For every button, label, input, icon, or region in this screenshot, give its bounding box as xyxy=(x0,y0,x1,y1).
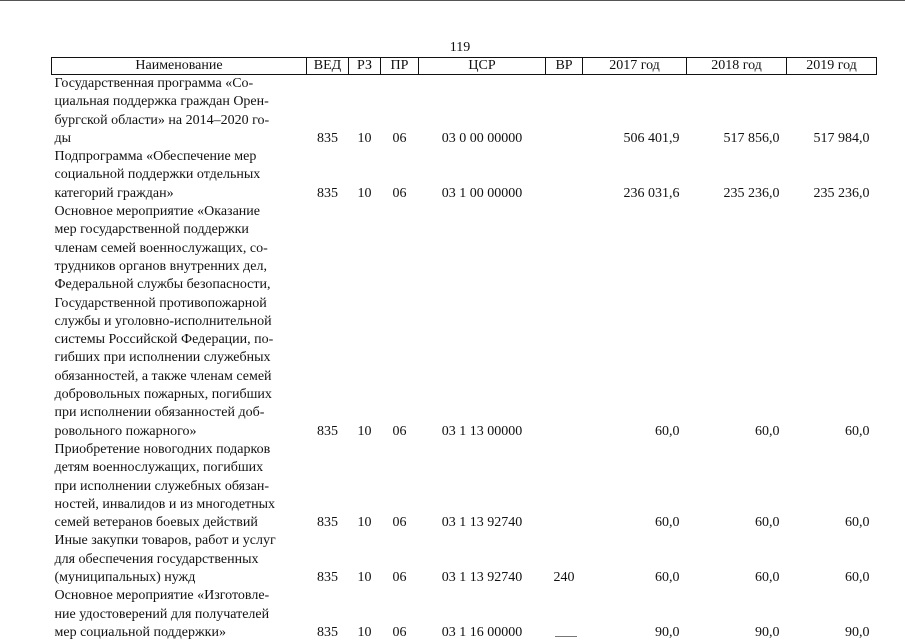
page-number: 119 xyxy=(430,40,490,56)
name-line: ды xyxy=(55,130,307,148)
header-ved: ВЕД xyxy=(307,58,349,75)
cell-name xyxy=(52,532,307,587)
cell-2019: 517 984,0 xyxy=(787,75,877,149)
name-line: гибших при исполнении служебных xyxy=(55,349,307,367)
name-line: категорий граждан» xyxy=(55,185,307,203)
header-2017: 2017 год xyxy=(583,58,687,75)
header-rz: РЗ xyxy=(349,58,381,75)
cell-2018: 60,0 xyxy=(687,441,787,532)
name-line: семей ветеранов боевых действий xyxy=(55,514,307,532)
name-line: системы Российской Федерации, по- xyxy=(55,331,307,349)
name-line: (муниципальных) нужд xyxy=(55,569,307,587)
cell-csr: 03 1 13 92740 xyxy=(419,441,546,532)
name-line: социальной поддержки отдельных xyxy=(55,166,307,184)
name-line: циальная поддержка граждан Орен- xyxy=(55,93,307,111)
name-line: службы и уголовно-исполнительной xyxy=(55,313,307,331)
cell-2017: 90,0 xyxy=(583,587,687,642)
table-row xyxy=(52,75,877,149)
cell-pr: 06 xyxy=(381,203,419,441)
cell-csr: 03 1 16 00000 xyxy=(419,587,546,642)
cell-vr xyxy=(546,75,583,149)
cell-csr: 03 0 00 00000 xyxy=(419,75,546,149)
name-line: при исполнении служебных обязан- xyxy=(55,478,307,496)
cell-2019: 60,0 xyxy=(787,532,877,587)
name-line: Государственной противопожарной xyxy=(55,295,307,313)
header-vr: ВР xyxy=(546,58,583,75)
cell-name xyxy=(52,203,307,441)
table-header-row xyxy=(52,58,877,75)
cell-rz: 10 xyxy=(349,532,381,587)
header-2018: 2018 год xyxy=(687,58,787,75)
name-line: мер социальной поддержки» xyxy=(55,624,307,642)
cell-ved: 835 xyxy=(307,148,349,203)
cell-csr: 03 1 13 00000 xyxy=(419,203,546,441)
cell-vr: 240 xyxy=(546,532,583,587)
cell-pr: 06 xyxy=(381,148,419,203)
name-line: Федеральной службы безопасности, xyxy=(55,276,307,294)
cell-ved: 835 xyxy=(307,203,349,441)
budget-table xyxy=(51,57,877,642)
name-line: Государственная программа «Со- xyxy=(55,75,307,93)
page-bottom-mark xyxy=(555,636,577,637)
cell-2018: 235 236,0 xyxy=(687,148,787,203)
cell-ved: 835 xyxy=(307,532,349,587)
cell-2017: 60,0 xyxy=(583,441,687,532)
name-line: членам семей военнослужащих, со- xyxy=(55,240,307,258)
table-row xyxy=(52,203,877,441)
cell-pr: 06 xyxy=(381,587,419,642)
name-line: Иные закупки товаров, работ и услуг xyxy=(55,532,307,550)
header-name: Наименование xyxy=(52,58,307,75)
cell-rz: 10 xyxy=(349,148,381,203)
cell-2018: 60,0 xyxy=(687,203,787,441)
name-line: трудников органов внутренних дел, xyxy=(55,258,307,276)
table-row xyxy=(52,532,877,587)
cell-ved: 835 xyxy=(307,587,349,642)
table-row xyxy=(52,148,877,203)
cell-vr xyxy=(546,441,583,532)
table-body xyxy=(52,75,877,642)
cell-name xyxy=(52,148,307,203)
name-line: Основное мероприятие «Оказание xyxy=(55,203,307,221)
cell-rz: 10 xyxy=(349,75,381,149)
cell-vr xyxy=(546,148,583,203)
cell-2019: 90,0 xyxy=(787,587,877,642)
header-csr: ЦСР xyxy=(419,58,546,75)
name-line: обязанностей, а также членам семей xyxy=(55,368,307,386)
cell-vr xyxy=(546,587,583,642)
cell-rz: 10 xyxy=(349,441,381,532)
cell-2019: 60,0 xyxy=(787,441,877,532)
name-line: Приобретение новогодних подарков xyxy=(55,441,307,459)
name-line: ние удостоверений для получателей xyxy=(55,606,307,624)
name-line: бургской области» на 2014–2020 го- xyxy=(55,112,307,130)
table-row xyxy=(52,587,877,642)
cell-pr: 06 xyxy=(381,532,419,587)
cell-2017: 506 401,9 xyxy=(583,75,687,149)
cell-csr: 03 1 00 00000 xyxy=(419,148,546,203)
cell-2019: 235 236,0 xyxy=(787,148,877,203)
name-line: добровольных пожарных, погибших xyxy=(55,386,307,404)
name-line: мер государственной поддержки xyxy=(55,221,307,239)
cell-2019: 60,0 xyxy=(787,203,877,441)
name-line: ностей, инвалидов и из многодетных xyxy=(55,496,307,514)
cell-vr xyxy=(546,203,583,441)
name-line: Подпрограмма «Обеспечение мер xyxy=(55,148,307,166)
cell-2017: 60,0 xyxy=(583,532,687,587)
cell-name xyxy=(52,587,307,642)
cell-rz: 10 xyxy=(349,587,381,642)
name-line: при исполнении обязанностей доб- xyxy=(55,404,307,422)
cell-2018: 60,0 xyxy=(687,532,787,587)
cell-rz: 10 xyxy=(349,203,381,441)
cell-2018: 517 856,0 xyxy=(687,75,787,149)
name-line: ровольного пожарного» xyxy=(55,423,307,441)
name-line: детям военнослужащих, погибших xyxy=(55,459,307,477)
cell-pr: 06 xyxy=(381,441,419,532)
cell-ved: 835 xyxy=(307,441,349,532)
header-pr: ПР xyxy=(381,58,419,75)
cell-name xyxy=(52,75,307,149)
cell-2017: 60,0 xyxy=(583,203,687,441)
name-line: для обеспечения государственных xyxy=(55,551,307,569)
cell-pr: 06 xyxy=(381,75,419,149)
cell-2018: 90,0 xyxy=(687,587,787,642)
table-row xyxy=(52,441,877,532)
page-top-border xyxy=(0,0,905,1)
cell-csr: 03 1 13 92740 xyxy=(419,532,546,587)
header-2019: 2019 год xyxy=(787,58,877,75)
cell-2017: 236 031,6 xyxy=(583,148,687,203)
name-line: Основное мероприятие «Изготовле- xyxy=(55,587,307,605)
cell-name xyxy=(52,441,307,532)
cell-ved: 835 xyxy=(307,75,349,149)
